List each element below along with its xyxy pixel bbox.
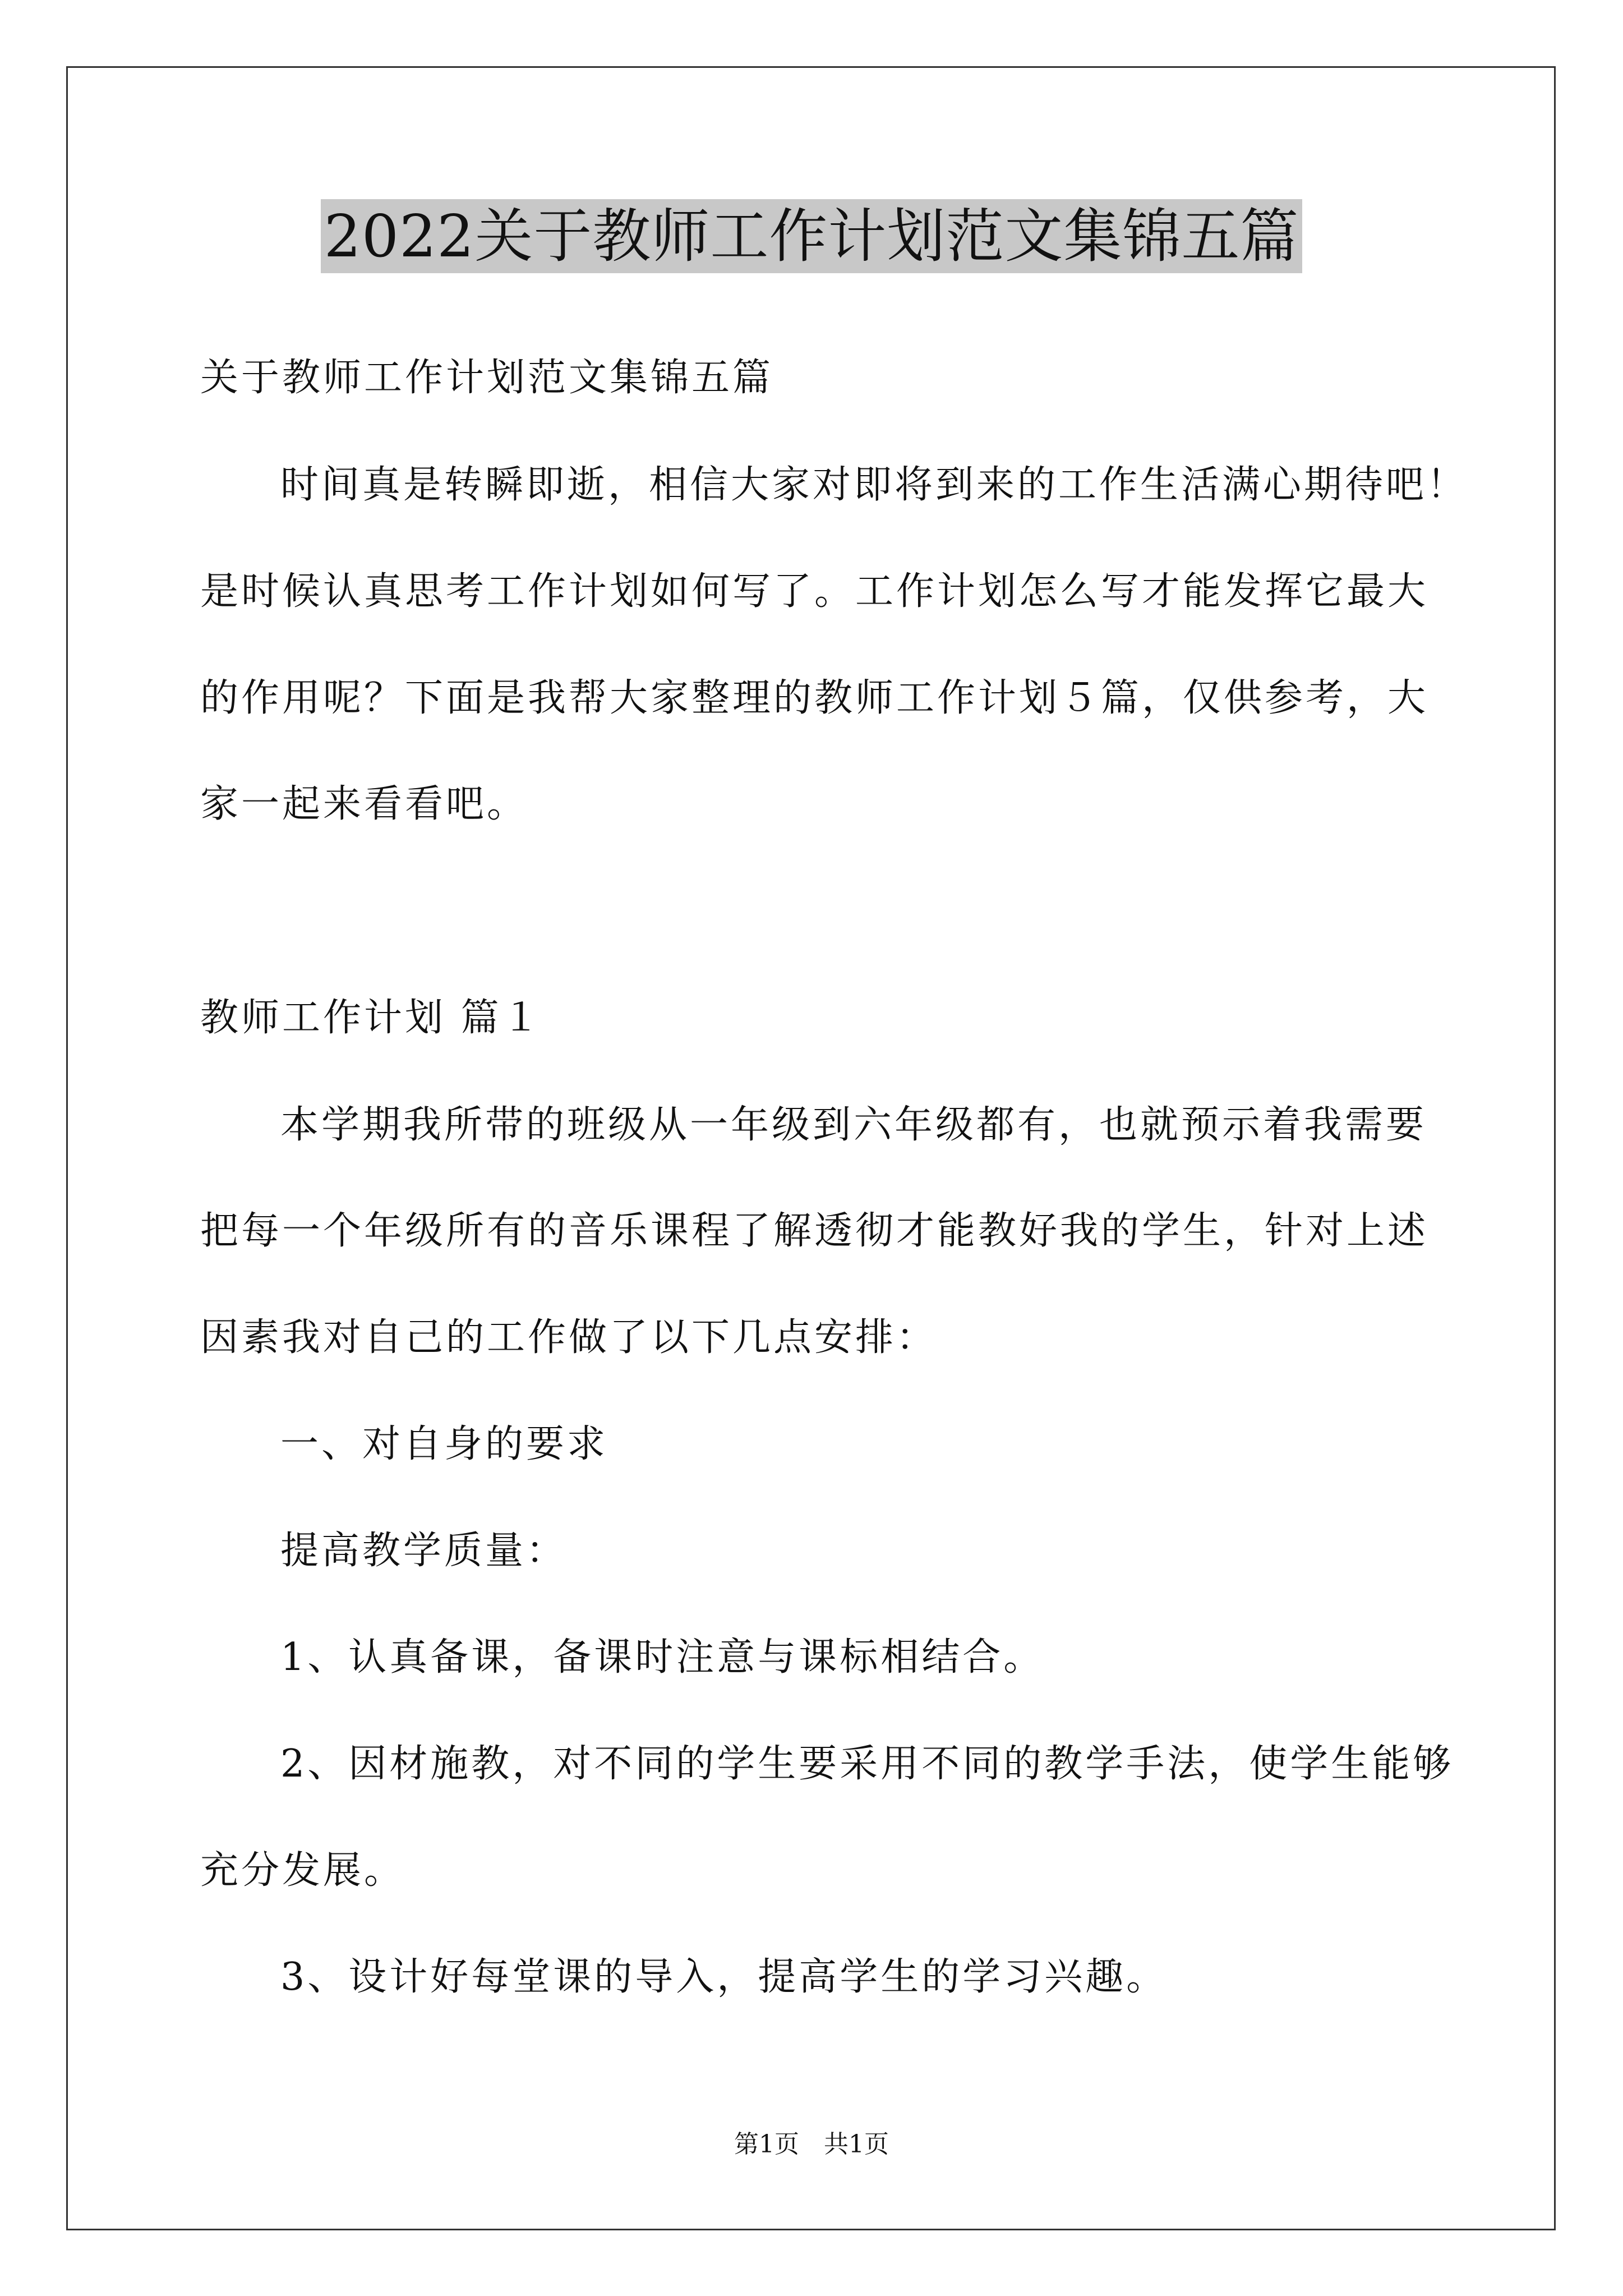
intro-line: 时间真是转瞬即逝，相信大家对即将到来的工作生活满心期待吧！ xyxy=(280,463,1468,507)
body-line: 2、因材施教，对不同的学生要采用不同的教学手法，使学生能够 xyxy=(280,1742,1454,1786)
body-line: 因素我对自己的工作做了以下几点安排： xyxy=(200,1315,938,1360)
page-number-footer: 第1页 共1页 xyxy=(734,2130,889,2159)
intro-line: 家一起来看看吧。 xyxy=(200,782,528,826)
body-line: 充分发展。 xyxy=(200,1848,405,1893)
body-line: 本学期我所带的班级从一年级到六年级都有，也就预示着我需要 xyxy=(280,1103,1427,1147)
intro-line: 的作用呢？下面是我帮大家整理的教师工作计划５篇，仅供参考，大 xyxy=(200,676,1429,720)
body-line: 3、设计好每堂课的导入，提高学生的学习兴趣。 xyxy=(280,1955,1168,1999)
intro-line: 是时候认真思考工作计划如何写了。工作计划怎么写才能发挥它最大 xyxy=(200,569,1429,614)
document-title: 2022关于教师工作计划范文集锦五篇 xyxy=(321,199,1303,273)
body-line: 把每一个年级所有的音乐课程了解透彻才能教好我的学生，针对上述 xyxy=(200,1209,1429,1253)
body-line: 一、对自身的要求 xyxy=(280,1422,608,1466)
body-line: 提高教学质量： xyxy=(280,1529,568,1573)
title-container xyxy=(0,199,1623,273)
body-line: 1、认真备课，备课时注意与课标相结合。 xyxy=(280,1635,1045,1680)
document-subtitle: 关于教师工作计划范文集锦五篇 xyxy=(200,356,774,400)
section-heading: 教师工作计划 篇１ xyxy=(200,996,543,1040)
